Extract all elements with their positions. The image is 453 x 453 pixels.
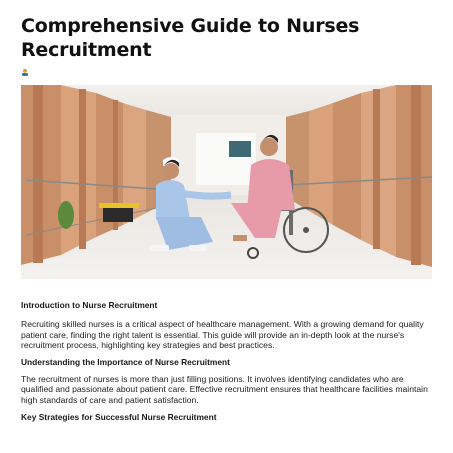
section-heading: Introduction to Nurse Recruitment (21, 300, 158, 310)
hero-image (21, 85, 432, 279)
section-paragraph: Recruiting skilled nurses is a critical aspect of healthcare management. With a growing demand for quality patient care, finding the right talent is essential. This guide will provide an in-depth look at the nurse's recruitment process, highlighting key strategies and best practices. (21, 319, 424, 351)
author-avatar-icon (21, 68, 29, 76)
section-paragraph: The recruitment of nurses is more than just filling positions. It involves identifying candidates who are qualified and passionate about patient care. Effective recruitment ensures that healthcare facilities maintain high standards of care and patient satisfaction. (21, 373, 428, 405)
section-heading: Key Strategies for Successful Nurse Recruitment (21, 411, 217, 422)
section-heading: Understanding the Importance of Nurse Recruitment (21, 356, 230, 367)
article-body (21, 300, 434, 423)
article-title: Comprehensive Guide to Nurses Recruitment (21, 15, 360, 61)
